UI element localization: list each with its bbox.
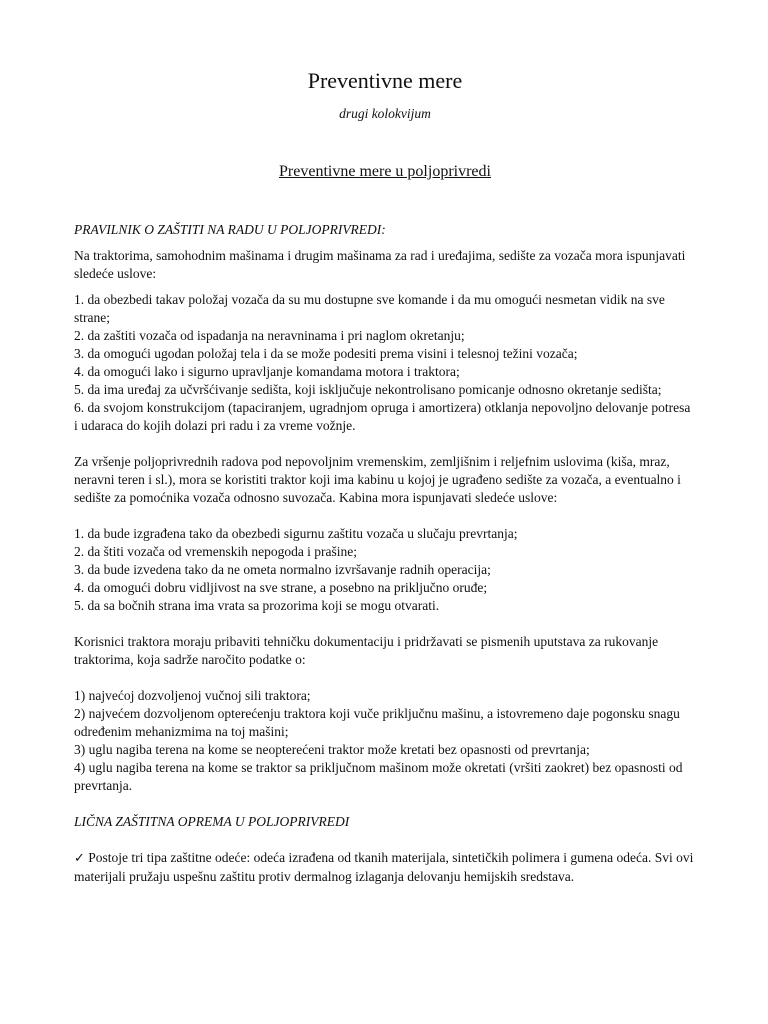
list-item: 3) uglu nagiba terena na kome se neopterećeni traktor može kretati bez opasnosti od prevrtanja; [74,742,590,757]
heading-protective-equipment: LIČNA ZAŠTITNA OPREMA U POLJOPRIVREDI [74,814,350,829]
documentation-paragraph: Korisnici traktora moraju pribaviti tehničku dokumentaciju i pridržavati se pismenih uputstava za rukovanje traktorima, koja sadrže naročito podatke o: [74,634,659,667]
list-item: 4. da omogući dobru vidljivost na sve strane, a posebno na priključno oruđe; [74,580,488,595]
section-title: Preventivne mere u poljoprivredi [279,163,491,180]
list-item: 3. da omogući ugodan položaj tela i da se može podesiti prema visini i telesnoj težini vozača; [74,346,578,361]
list-item: 5. da sa bočnih strana ima vrata sa prozorima koji se mogu otvarati. [74,598,440,613]
list-item: 2. da zaštiti vozača od ispadanja na neravninama i pri naglom okretanju; [74,328,465,343]
list-item: 2) najvećem dozvoljenom opterećenju traktora koji vuče priključnu mašinu, a istovremeno daje pogonsku snagu određenim mehanizmima na toj mašini; [74,706,680,739]
list-item: 1. da bude izgrađena tako da obezbedi sigurnu zaštitu vozača u slučaju prevrtanja; [74,526,518,541]
documentation-list [74,687,696,795]
list-item: 3. da bude izvedena tako da ne ometa normalno izvršavanje radnih operacija; [74,562,491,577]
seat-requirements-list [74,291,696,435]
list-item: 4. da omogući lako i sigurno upravljanje komandama motora i traktora; [74,364,460,379]
protective-clothing-text: Postoje tri tipa zaštitne odeće: odeća izrađena od tkanih materijala, sintetičkih polimera i gumena odeća. Svi ovi materijali pružaju uspešnu zaštitu protiv dermalnog izlaganja delovanju hemijskih sredstava. [74,850,694,884]
list-item: 2. da štiti vozača od vremenskih nepogoda i prašine; [74,544,358,559]
document-title: Preventivne mere [307,68,463,93]
cabin-paragraph: Za vršenje poljoprivrednih radova pod nepovoljnim vremenskim, zemljišnim i reljefnim uslovima (kiša, mraz, neravni teren i sl.), mora se koristiti traktor koji ima kabinu u kojoj je ugrađeno sedište za vozača, a eventualno i sedište za pomoćnika vozača odnosno suvozača. Kabina mora ispunjavati sledeće uslove: [74,454,681,505]
protective-clothing-paragraph [74,849,696,886]
list-item: 1. da obezbedi takav položaj vozača da su mu dostupne sve komande i da mu omogući nesmetan vidik na sve strane; [74,292,665,325]
document-subtitle: drugi kolokvijum [339,106,431,121]
cabin-requirements-list [74,525,696,615]
list-item: 5. da ima uređaj za učvršćivanje sedišta, koji isključuje nekontrolisano pomicanje odnosno okretanje sedišta; [74,382,662,397]
intro-paragraph: Na traktorima, samohodnim mašinama i drugim mašinama za rad i uređajima, sedište za vozača mora ispunjavati sledeće uslove: [74,248,686,281]
checkmark-icon: ✓ [74,851,85,866]
list-item: 6. da svojom konstrukcijom (tapaciranjem, ugradnjom opruga i amortizera) otklanja nepovoljno delovanje potresa i udaraca do kojih dolazi pri radu i za vreme vožnje. [74,400,691,433]
list-item: 1) najvećoj dozvoljenoj vučnoj sili traktora; [74,688,311,703]
heading-regulation: PRAVILNIK O ZAŠTITI NA RADU U POLJOPRIVREDI: [74,222,386,237]
document-body [74,221,696,886]
list-item: 4) uglu nagiba terena na kome se traktor sa priključnom mašinom može okretati (vršiti zaokret) bez opasnosti od prevrtanja. [74,760,683,793]
